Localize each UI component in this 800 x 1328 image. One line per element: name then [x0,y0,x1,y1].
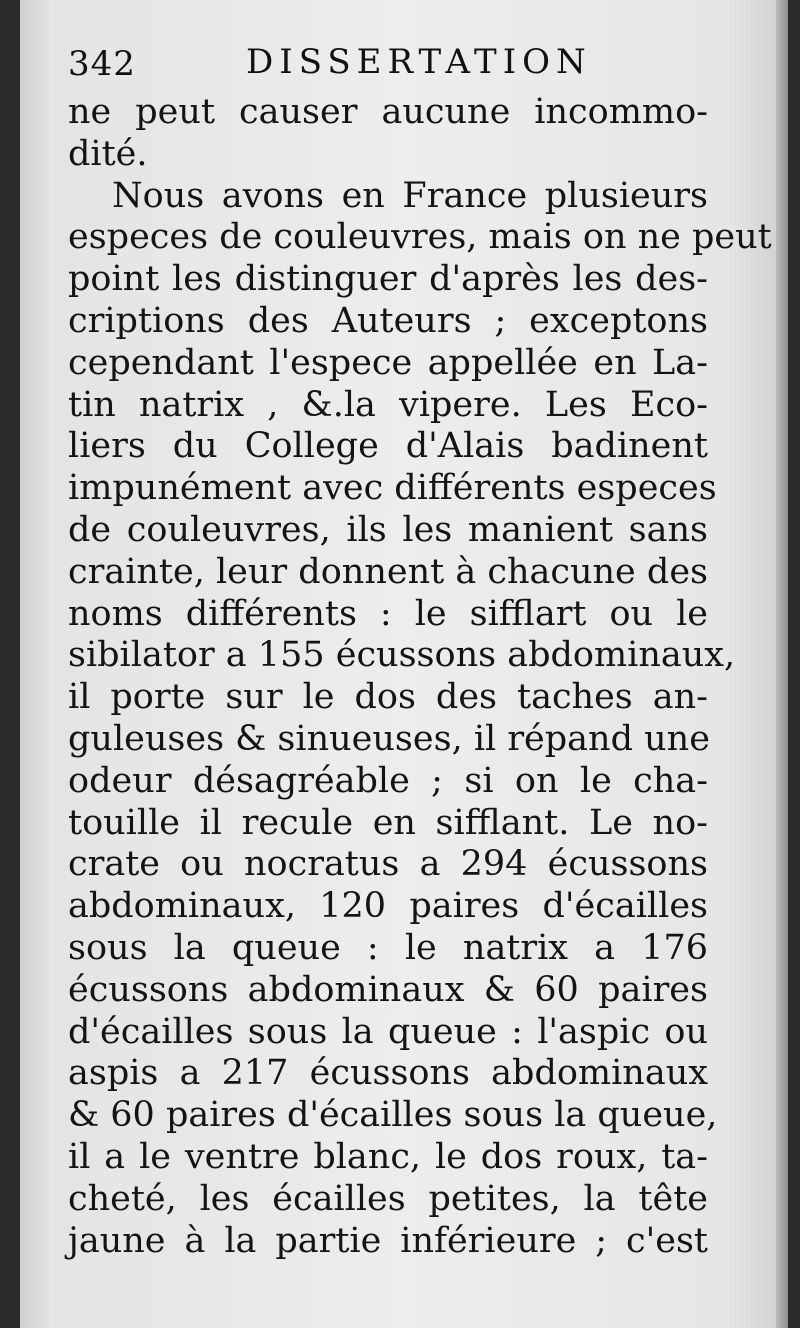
page-number: 342 [68,44,136,84]
text-line: d'écailles sous la queue : l'aspic ou [68,1011,708,1052]
running-title: DISSERTATION [246,42,592,82]
text-line: crainte, leur donnent à chacune des [68,551,708,592]
text-line: cependant l'espece appellée en La- [68,342,708,383]
book-page [20,0,788,1328]
text-line: especes de couleuvres, mais on ne peut [68,217,772,258]
text-line: odeur désagréable ; si on le cha- [68,760,708,801]
text-line: jaune à la partie inférieure ; c'est [68,1220,708,1261]
text-line: il porte sur le dos des taches an- [68,677,708,718]
body-text [68,92,772,1262]
text-line: touille il recule en sifflant. Le no- [68,802,708,843]
text-line: abdominaux, 120 paires d'écailles [68,886,708,927]
text-line: point les distinguer d'après les des- [68,259,708,300]
text-line: & 60 paires d'écailles sous la queue, [68,1095,718,1136]
text-line: il a le ventre blanc, le dos roux, ta- [68,1136,708,1177]
page-gutter-shadow [776,0,788,1328]
page-header [68,40,768,96]
text-line: criptions des Auteurs ; exceptons [68,300,708,341]
text-line: écussons abdominaux & 60 paires [68,969,708,1010]
text-line: aspis a 217 écussons abdominaux [68,1053,708,1094]
text-line: guleuses & sinueuses, il répand une [68,718,710,759]
text-line: de couleuvres, ils les manient sans [68,509,708,550]
text-line: cheté, les écailles petites, la tête [68,1178,708,1219]
text-line: tin natrix , &.la vipere. Les Eco- [68,384,708,425]
text-line: impunément avec différents especes [68,468,717,509]
text-line: dité. [68,133,148,174]
text-line: Nous avons en France plusieurs [112,175,708,216]
text-line: noms différents : le sifflart ou le [68,593,708,634]
text-line: sibilator a 155 écussons abdominaux, [68,635,736,676]
text-line: crate ou nocratus a 294 écussons [68,844,708,885]
text-line: sous la queue : le natrix a 176 [68,927,708,968]
text-line: ne peut causer aucune incommo- [68,92,708,132]
text-line: liers du College d'Alais badinent [68,426,708,467]
